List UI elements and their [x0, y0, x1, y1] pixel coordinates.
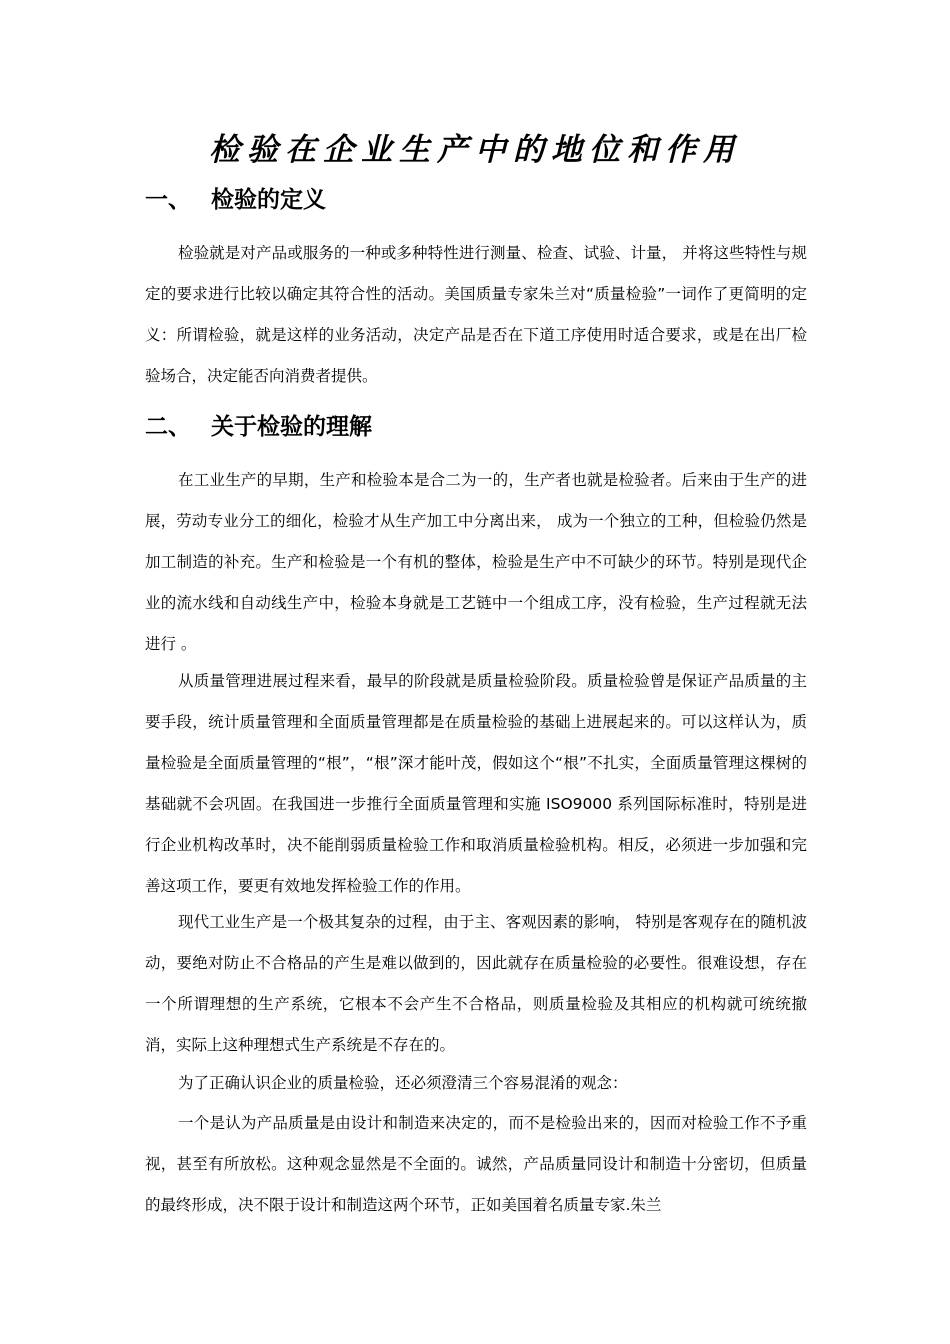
- section-heading-2: [145, 410, 815, 444]
- document-title: 检验在企业生产中的地位和作用: [209, 132, 741, 168]
- paragraph-first-concept: 一个是认为产品质量是由设计和制造来决定的，而不是检验出来的，因而对检验工作不予重视，甚至有所放松。这种观念显然是不全面的。诚然，产品质量同设计和制造十分密切，但质量的最终形成，决不限于设计和制造这两个环节，正如美国着名质量专家.朱兰: [145, 1114, 807, 1214]
- paragraph-definition: 检验就是对产品或服务的一种或多种特性进行测量、检查、试验、计量， 并将这些特性与规定的要求进行比较以确定其符合性的活动。美国质量专家朱兰对“质量检验”一词作了更简明的定义：所谓检验，就是这样的业务活动，决定产品是否在下道工序使用时适合要求，或是在出厂检验场合，决定能否向消费者提供。: [145, 244, 807, 385]
- paragraph-three-concepts: 为了正确认识企业的质量检验，还必须澄清三个容易混淆的观念：: [178, 1074, 628, 1092]
- section-number-1: 一、: [145, 187, 191, 213]
- paragraph-early-production: 在工业生产的早期，生产和检验本是合二为一的，生产者也就是检验者。后来由于生产的进展，劳动专业分工的细化，检验才从生产加工中分离出来， 成为一个独立的工种，但检验仍然是加工制造的补充。生产和检验是一个有机的整体，检验是生产中不可缺少的环节。特别是现代企业的流水线和自动线生产中，检验本身就是工艺链中一个组成工序，没有检验，生产过程就无法进行 。: [145, 471, 807, 653]
- section-title-2: 关于检验的理解: [211, 414, 372, 440]
- paragraph-modern-production: 现代工业生产是一个极其复杂的过程，由于主、客观因素的影响， 特别是客观存在的随机波动，要绝对防止不合格品的产生是难以做到的，因此就存在质量检验的必要性。很难设想，存在一个所谓理想的生产系统，它根本不会产生不合格品，则质量检验及其相应的机构就可统统撤消，实际上这种理想式生产系统是不存在的。: [145, 913, 807, 1054]
- section-heading-1: [145, 183, 815, 217]
- section-number-2: 二、: [145, 414, 191, 440]
- paragraph-quality-management: 从质量管理进展过程来看，最早的阶段就是质量检验阶段。质量检验曾是保证产品质量的主要手段，统计质量管理和全面质量管理都是在质量检验的基础上进展起来的。可以这样认为，质量检验是全面质量管理的“根”，“根”深才能叶茂，假如这个“根”不扎实，全面质量管理这棵树的基础就不会巩固。在我国进一步推行全面质量管理和实施 ISO9000 系列国际标准时，特别是进行企业机构改革时，决不能削弱质量检验工作和取消质量检验机构。相反，必须进一步加强和完善这项工作，要更有效地发挥检验工作的作用。: [145, 672, 807, 895]
- section-title-1: 检验的定义: [211, 187, 326, 213]
